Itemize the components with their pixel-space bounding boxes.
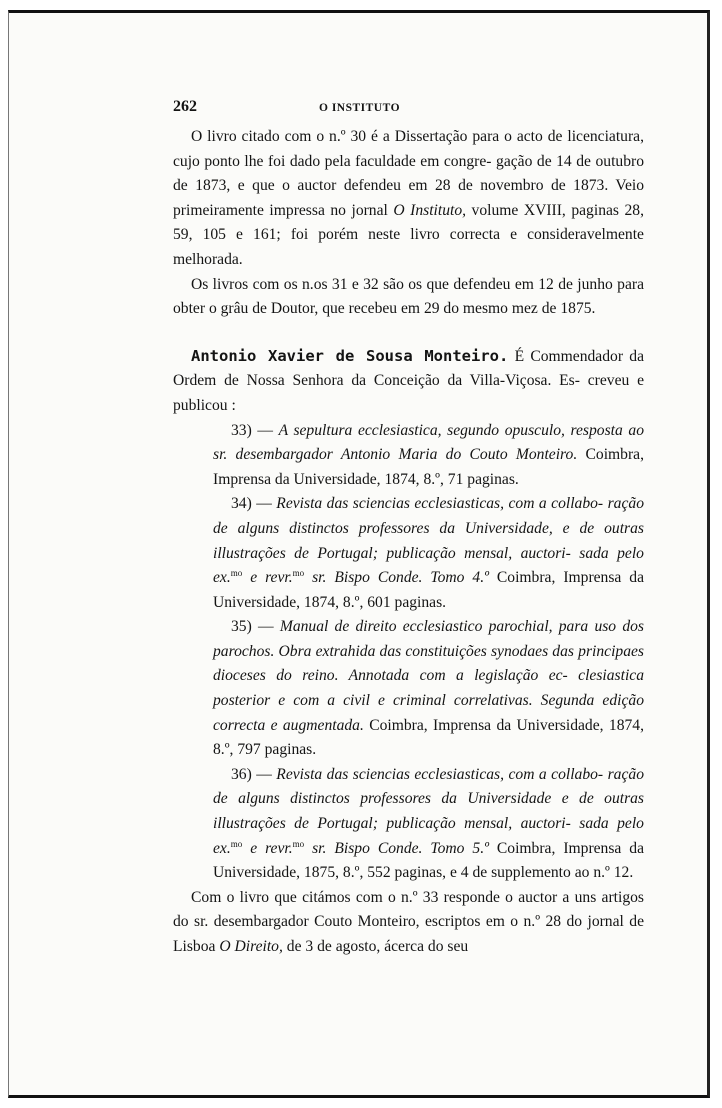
page-text — [173, 95, 644, 960]
entry-publication: Coimbra, Imprensa — [363, 716, 492, 734]
bibliography-entry-36 — [173, 763, 644, 886]
text-line: mez de 1875. — [511, 300, 596, 318]
author-name: Antonio Xavier de Sousa Monteiro. — [191, 346, 509, 365]
entry-number: 33) — — [231, 421, 279, 439]
entry-title: Manual de direito ecclesiastico parochial, para uso — [279, 618, 617, 636]
paragraph-doctorate — [173, 273, 644, 322]
bibliography-entry-33 — [173, 419, 644, 493]
entry-publication: Coimbra, — [488, 569, 556, 587]
entry-title: clesiastica posterior e com a civil e criminal correlativas. — [213, 667, 644, 710]
running-title: O INSTITUTO — [319, 102, 401, 114]
entry-publication: Coimbra, Imprensa da Universidade, 1874, 8.º, 71 paginas. — [213, 446, 644, 488]
superscript: mo — [292, 838, 305, 849]
entry-title: ração de alguns distinctos professores da Universidade, e de — [213, 495, 644, 537]
text-line: Os livros com os n.os 31 e 32 são os que defendeu em 12 de — [191, 275, 573, 293]
entry-title: outras illustrações de Portugal; publicação mensal, auctori- — [213, 519, 644, 562]
entry-title: e revr. — [242, 569, 293, 587]
entry-publication: da Universidade, 1874, 8.º, 797 paginas. — [213, 716, 644, 759]
text-line: 28 de novembro de 1873. Veio primeiramente impressa no jornal — [173, 177, 645, 219]
entry-number: 34) — — [231, 495, 277, 513]
entry-publication: Imprensa da Universidade, 1875, 8.º, 552 paginas, e 4 de — [213, 839, 645, 882]
text-line: gação de 14 de outubro de 1873, e que o auctor defendeu em — [173, 152, 645, 195]
text-line: É Commendador — [508, 347, 624, 365]
text-line: junho para obter o grâu de Doutor, que recebeu em 29 do mesmo — [173, 275, 644, 318]
entry-title: dos parochos. Obra extrahida das constituições synodaes das — [213, 618, 644, 660]
paragraph-dissertation — [173, 125, 644, 273]
entry-title: A sepultura ecclesiastica, segundo opusculo, resposta — [278, 421, 623, 439]
entry-title: ração de alguns distinctos professores da Universidade e de — [213, 765, 644, 808]
entry-publication: Coimbra, — [488, 839, 556, 857]
author-entry — [173, 344, 644, 419]
bibliography-entry-35 — [173, 615, 644, 763]
text-line: licenciatura, cujo ponto lhe foi dado pela faculdade em congre- — [173, 128, 644, 170]
superscript: mo — [230, 838, 243, 849]
text-line: creveu e publicou : — [173, 372, 645, 414]
text-line: da Ordem de Nossa Senhora da Conceição da Villa-Viçosa. Es- — [173, 347, 644, 390]
page-number: 262 — [173, 98, 197, 115]
entry-publication: Imprensa da Universidade, 1874, 8.º, 601 paginas. — [213, 569, 645, 611]
entry-title: outras illustrações de Portugal; publicação mensal, auctori- — [213, 790, 645, 833]
running-header — [173, 95, 644, 125]
text-line: Com o livro que citámos com o n.º 33 responde o auctor a uns — [191, 888, 597, 906]
bibliography-entry-34 — [173, 492, 644, 615]
text-line: de 3 de agosto, ácerca do seu — [282, 938, 469, 955]
entry-title: ao sr. desembargador Antonio Maria do Couto Monteiro. — [213, 421, 644, 464]
entry-title: Revista das sciencias ecclesiasticas, com a collabo- — [276, 495, 604, 513]
entry-title: e revr. — [242, 839, 293, 857]
paragraph-closing — [173, 886, 644, 960]
text-line: neste livro correcta e consideravelmente melhorada. — [173, 226, 644, 268]
journal-title: O Direito, — [219, 938, 283, 955]
text-line: 28 do jornal de Lisboa — [173, 913, 644, 955]
entry-title: sr. Bispo Conde. Tomo 5.º — [304, 839, 489, 857]
text-line: O livro citado com o n.º 30 é a Dissertação para o acto de — [191, 128, 563, 145]
entry-number: 36) — — [231, 765, 277, 783]
entry-number: 35) — — [231, 618, 280, 636]
entry-title: sr. Bispo Conde. Tomo 4.º — [304, 569, 489, 587]
entry-title: Revista das sciencias ecclesiasticas, com a collabo- — [276, 765, 604, 783]
entry-publication: supplemento ao n.º 12. — [491, 864, 634, 882]
entry-title: principaes dioceses do reino. Annotada com a legislação ec- — [213, 642, 644, 685]
entry-title: sada pelo ex. — [213, 815, 644, 857]
journal-title: O Instituto, — [393, 201, 467, 219]
text-line: volume XVIII, paginas 28, 59, 105 e 161; foi porém — [173, 201, 644, 244]
superscript: mo — [230, 567, 243, 578]
entry-title: sada pelo ex. — [213, 544, 644, 587]
text-line: artigos do sr. desembargador Couto Monteiro, escriptos em o n.º — [173, 888, 644, 931]
entry-title: Segunda edição correcta e augmentada. — [213, 692, 644, 734]
superscript: mo — [292, 567, 305, 578]
